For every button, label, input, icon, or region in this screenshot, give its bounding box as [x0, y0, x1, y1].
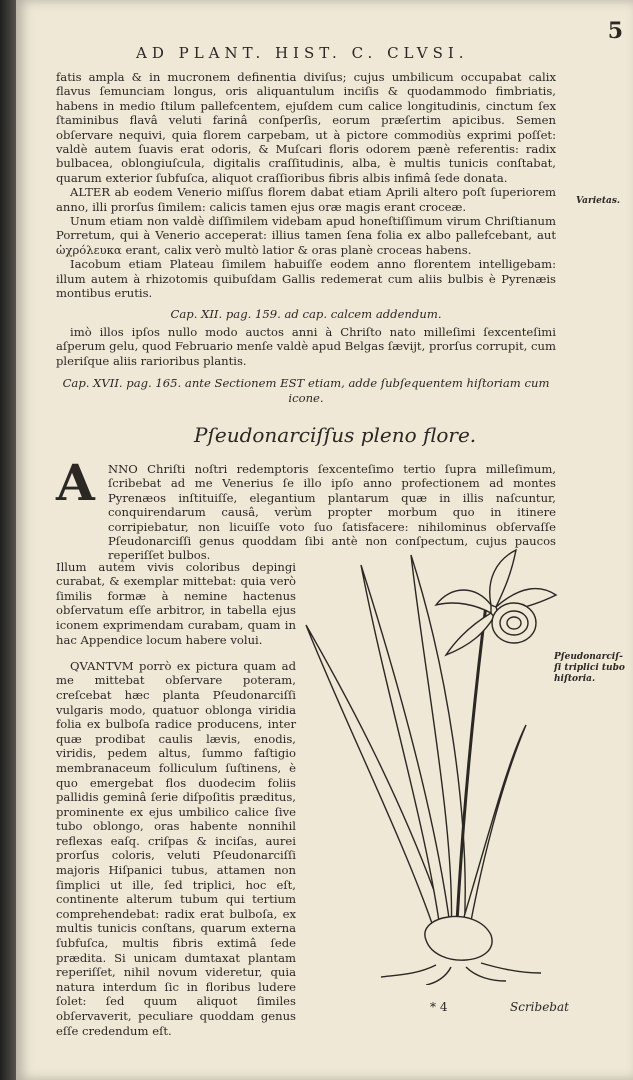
- signature-mark: * 4: [430, 1000, 448, 1014]
- cap-xii-heading: Cap. XII. pag. 159. ad cap. calcem addendum.: [170, 306, 442, 321]
- intro-paragraph: NNO Chriſti noſtri redemptoris ſexcenteſimo tertio ſupra milleſimum, ſcribebat ad me Venerius ſe illo ipſo anno profectionem ad montes Pyrenæos inſtituiſſe, elegantium plantarum quæ in illis naſcuntur, conquirendarum causâ, verùm propter morbum quo in itinere corripiebatur, non licuiſſe voto ſuo ſatisfacere: nihilominus obſervaſſe Pſeudonarciſſi genus quoddam ſibi antè non conſpectum, cujus paucos reperiſſet bulbos.: [108, 462, 556, 563]
- paragraph-unum: Unum etiam non valdè diſſimilem videbam apud honeſtiſſimum virum Chriſtianum Porretum, qui à Venerio acceperat: illius tamen ſena folia ex albo pallefcebant, aut ὠχρόλευκα erant, calix verò multò latior & oras planè croceas habens.: [56, 214, 556, 257]
- column-text: [56, 548, 296, 1050]
- page-number: 5: [607, 18, 623, 44]
- daffodil-woodcut-illustration: [286, 545, 566, 985]
- column-paragraph-2: QVANTVM porrò ex pictura quam ad me mittebat obſervare poteram, creſcebat hæc planta Pſeudonarciſſi vulgaris modo, quatuor oblonga viridia folia ex bulboſa radice producens, inter quæ prodibat caulis lævis, enodis, viridis, pedem altus, ſummo faſtigio membranaceum folliculum ſuſtinens, è quo emergebat flos duodecim foliis pallidis geminâ ſerie diſpoſitis præditus, prominente ex ejus umbilico calice ſive tubo oblongo, oras habente nonnihil reflexas eaſq. criſpas & inciſas, aurei prorſus coloris, veluti Pſeudonarciſſi majoris Hiſpanici tubus, attamen non ſimplici ut ille, ſed triplici, hoc eſt, continente alterum tubum qui tertium comprehendebat: radix erat bulboſa, ex multis tunicis conſtans, quarum externa ſubfuſca, multis fibris extimâ ſede prædita. Si unicam dumtaxat plantam reperiſſet, nihil novum videretur, quia natura interdum ſic in floribus ludere ſolet: ſed quum aliquot ſimiles obſervaverit, peculiare quoddam genus eſſe credendum eſt.: [56, 658, 296, 1038]
- drop-cap: A: [56, 453, 95, 512]
- paragraph-iacobum: Iacobum etiam Plateau ſimilem habuiſſe eodem anno florentem intelligebam: illum autem à rhizotomis quibuſdam Gallis redemerat cum aliis bulbis è Pyrenæis montibus erutis.: [56, 257, 556, 301]
- paragraph-flower: fatis ampla & in mucronem definentia diviſus; cujus umbilicum occupabat calix flavus ſemunciam longus, oris aliquantulum inciſis & quodammodo fimbriatis, habens in medio ſtilum pallefcentem, ejuſdem cum calice longitudinis, cinctum ſex ſtaminibus flavâ veluti farinâ conſperſis, eorum præſertim apicibus. Semen obſervare nequivi, quia florem carpebam, ut à pictore commodiùs exprimi poſſet: valdè autem ſuavis erat odoris, & Muſcari floris odorem pænè referentis: radix bulbacea, oblongiuſcula, digitalis craſſitudinis, alba, è multis tunicis conſtabat, quarum exterior ſubfuſca, aliquot craſſioribus fibris albis infimâ ſede donata.: [56, 70, 556, 185]
- catchword: Scribebat: [510, 1000, 569, 1014]
- column-paragraph-1: Illum autem vivis coloribus depingi curabat, & exemplar mittebat: quia verò ſimilis formæ à nemine hactenus obſervatum eſſe arbitror, in tabella ejus iconem exprimendam curabam, quam in hac Appendice locum habere volui.: [56, 559, 296, 647]
- top-text-block: [56, 70, 556, 405]
- book-page: [16, 0, 633, 1080]
- running-head: AD PLANT. HIST. C. CLVSI.: [136, 44, 469, 62]
- margin-note-varietas: Varietas.: [576, 196, 621, 206]
- cap-xvii-heading: Cap. XVII. pag. 165. ante Sectionem EST etiam, adde ſubſequentem hiſtoriam cum icone.: [62, 376, 550, 405]
- section-title: Pſeudonarciſſus pleno flore.: [194, 423, 477, 447]
- paragraph-alter: ALTER ab eodem Venerio miſſus florem dabat etiam Aprili altero poſt ſuperiorem anno, illi prorſus ſimilem: calicis tamen ejus oræ magis erant croceæ.: [56, 185, 556, 214]
- margin-note-pseudonarcissus: Pſeudonarciſ-ſi triplici tubo hiſtoria.: [554, 652, 625, 684]
- book-spine: [0, 0, 16, 1080]
- cap-xii-text: imò illos ipſos nullo modo auctos anni à Chriſto nato milleſimi ſexcenteſimi aſperum gelu, quod Februario menſe valdè apud Belgas ſævijt, prorſus corrupit, cum pleriſque aliis rarioribus plantis.: [56, 324, 556, 368]
